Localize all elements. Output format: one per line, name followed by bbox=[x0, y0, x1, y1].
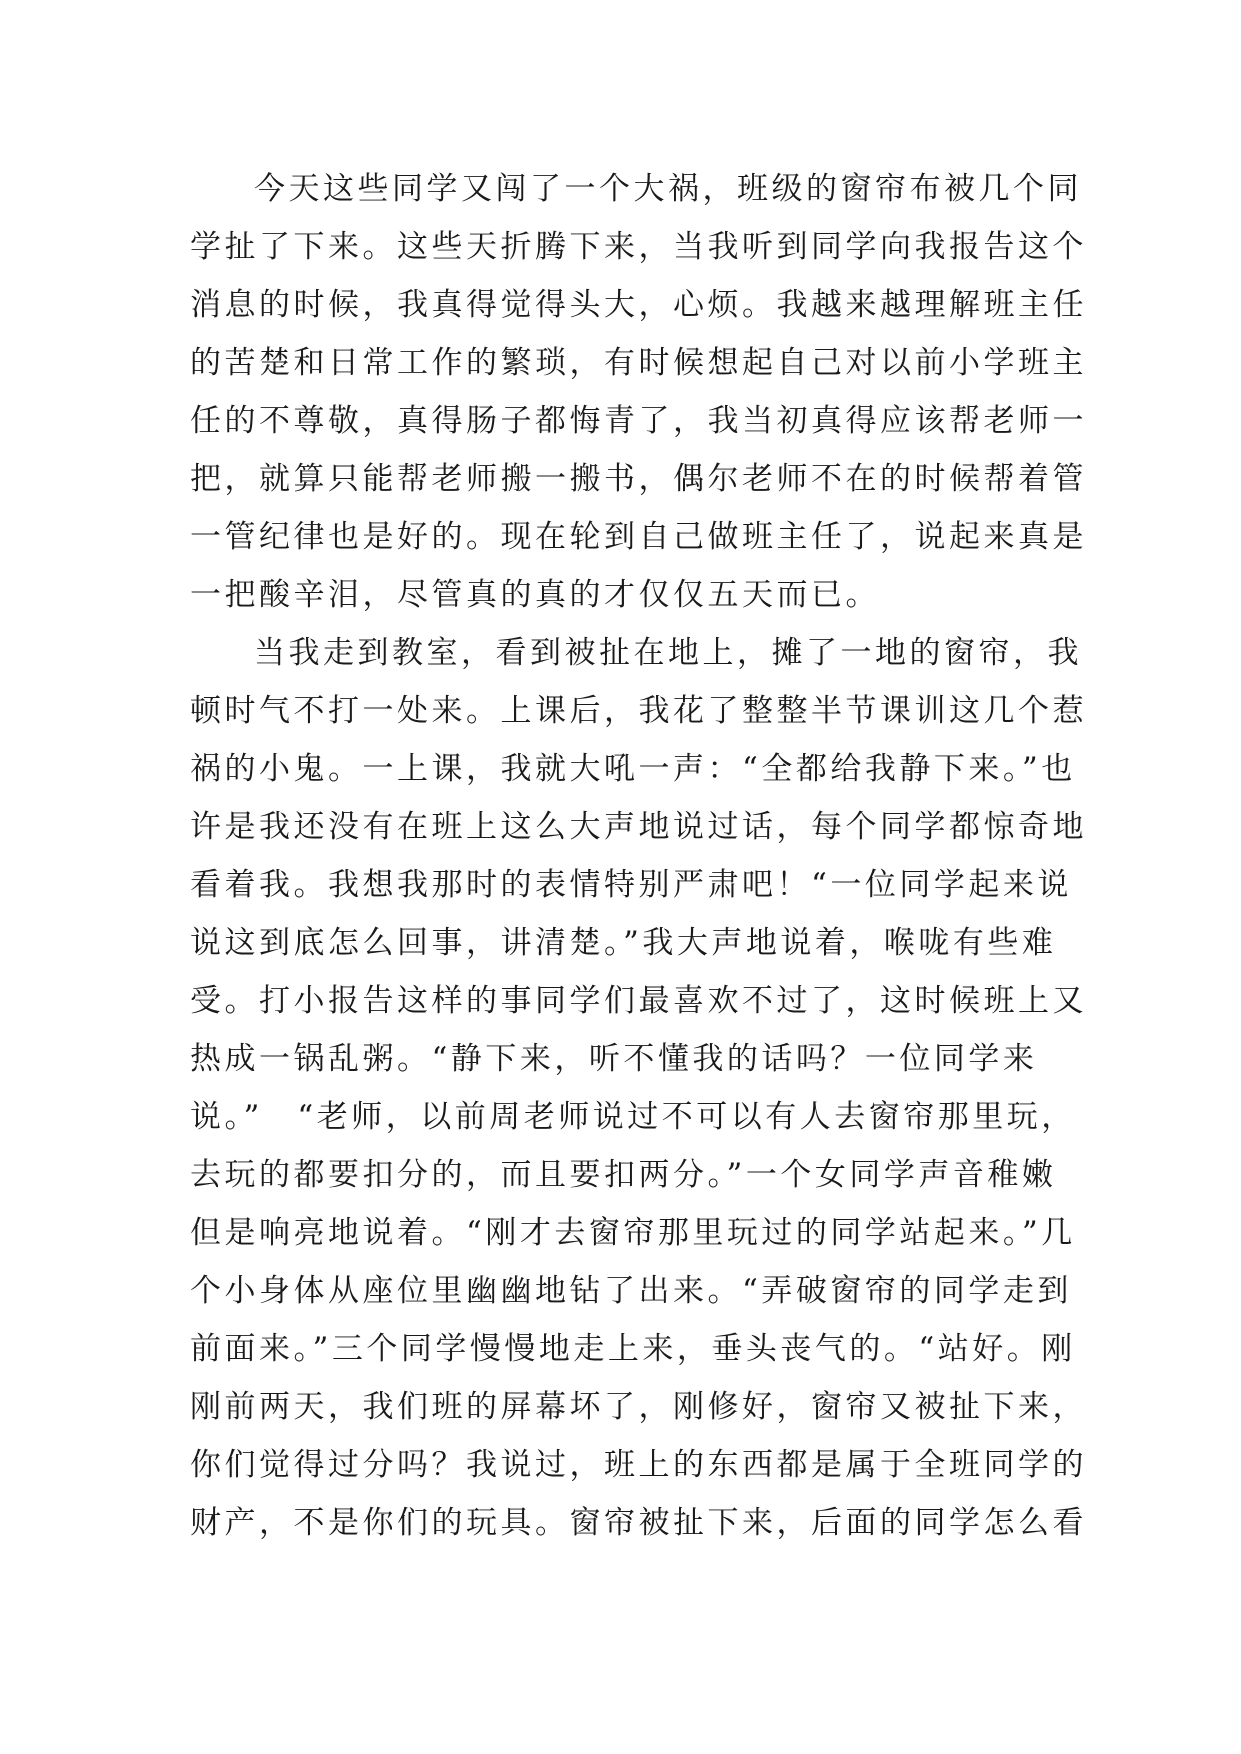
text-line: 受。打小报告这样的事同学们最喜欢不过了，这时候班上又 bbox=[190, 983, 1087, 1019]
text-line: 看着我。我想我那时的表情特别严肃吧！“一位同学起来说 bbox=[190, 867, 1072, 903]
text-line: 去玩的都要扣分的，而且要扣两分。”一个女同学声音稚嫩 bbox=[190, 1157, 1057, 1193]
text-line: 财产，不是你们的玩具。窗帘被扯下来，后面的同学怎么看 bbox=[190, 1505, 1087, 1541]
text-line: 许是我还没有在班上这么大声地说过话，每个同学都惊奇地 bbox=[190, 809, 1087, 845]
text-line: 说这到底怎么回事，讲清楚。”我大声地说着，喉咙有些难 bbox=[190, 925, 1057, 961]
text-line: 的苦楚和日常工作的繁琐，有时候想起自己对以前小学班主 bbox=[190, 345, 1087, 381]
text-line: 今天这些同学又闯了一个大祸，班级的窗帘布被几个同 bbox=[254, 171, 1082, 207]
text-line: 刚前两天，我们班的屏幕坏了，刚修好，窗帘又被扯下来， bbox=[190, 1389, 1087, 1425]
text-line: 当我走到教室，看到被扯在地上，摊了一地的窗帘，我 bbox=[254, 635, 1082, 671]
paragraph-2 bbox=[190, 624, 1087, 1552]
text-line: 一管纪律也是好的。现在轮到自己做班主任了，说起来真是 bbox=[190, 519, 1087, 555]
text-line: 把，就算只能帮老师搬一搬书，偶尔老师不在的时候帮着管 bbox=[190, 461, 1087, 497]
text-line: 前面来。”三个同学慢慢地走上来，垂头丧气的。“站好。刚 bbox=[190, 1331, 1076, 1367]
text-line: 消息的时候，我真得觉得头大，心烦。我越来越理解班主任 bbox=[190, 287, 1087, 323]
text-line: 但是响亮地说着。“刚才去窗帘那里玩过的同学站起来。”几 bbox=[190, 1215, 1076, 1251]
text-line: 一把酸辛泪，尽管真的真的才仅仅五天而已。 bbox=[190, 577, 880, 613]
text-line: 热成一锅乱粥。“静下来，听不懂我的话吗？一位同学来 bbox=[190, 1041, 1038, 1077]
text-line: 顿时气不打一处来。上课后，我花了整整半节课训这几个惹 bbox=[190, 693, 1087, 729]
text-line: 个小身体从座位里幽幽地钻了出来。“弄破窗帘的同学走到 bbox=[190, 1273, 1072, 1309]
text-line: 学扯了下来。这些天折腾下来，当我听到同学向我报告这个 bbox=[190, 229, 1087, 265]
paragraph-1 bbox=[190, 160, 1087, 624]
text-line: 祸的小鬼。一上课，我就大吼一声：“全都给我静下来。”也 bbox=[190, 751, 1076, 787]
text-line: 说。” “老师，以前周老师说过不可以有人去窗帘那里玩， bbox=[190, 1099, 1076, 1135]
document-body bbox=[190, 160, 1087, 1552]
text-line: 任的不尊敬，真得肠子都悔青了，我当初真得应该帮老师一 bbox=[190, 403, 1087, 439]
text-line: 你们觉得过分吗？我说过，班上的东西都是属于全班同学的 bbox=[190, 1447, 1087, 1483]
